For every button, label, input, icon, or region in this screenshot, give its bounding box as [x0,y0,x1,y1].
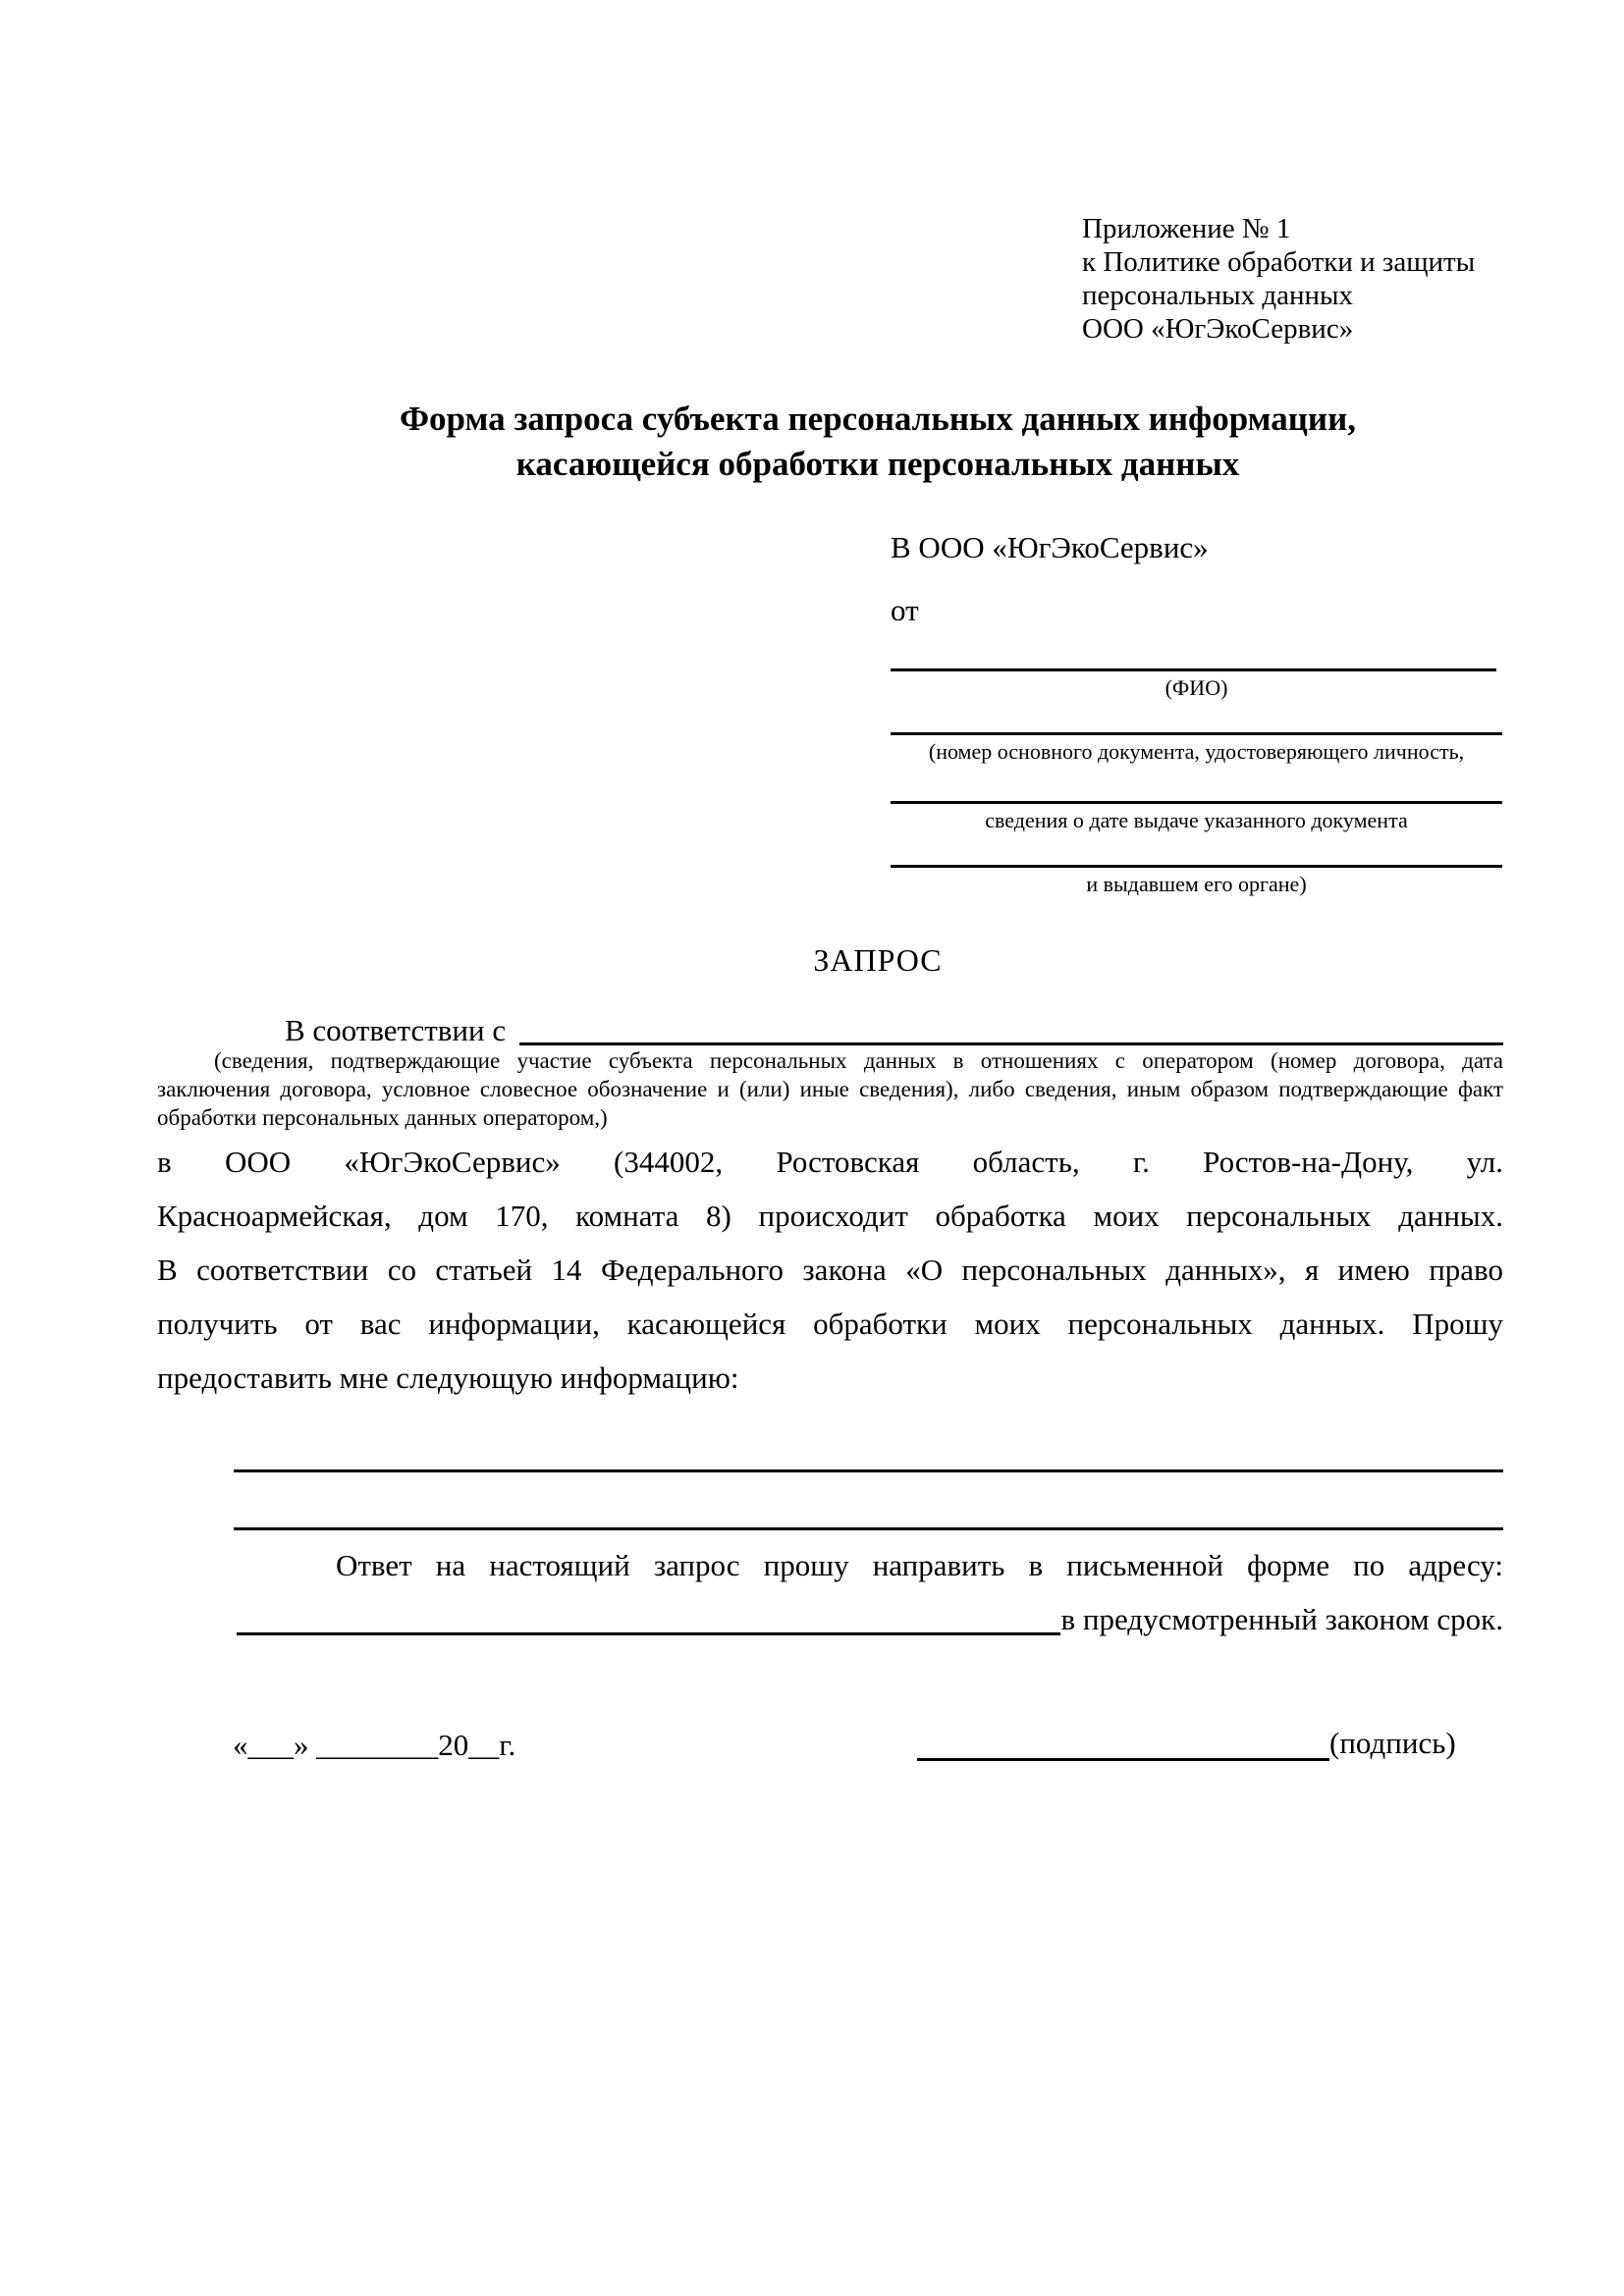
fine-print-line: (сведения, подтверждающие участие субъекта персональных данных в отношениях с оператором (номер договора, дата [214,1048,1503,1073]
address-blank-line [237,1632,1060,1635]
document-title [253,397,1502,487]
fio-caption: (ФИО) [1164,675,1228,700]
signature-row [917,1726,1456,1761]
appendix-header-line: ООО «ЮгЭкоСервис» [1082,313,1354,345]
info-blank-line-1 [234,1469,1503,1472]
signature-caption: (подпись) [1329,1726,1456,1760]
doc-number-caption: (номер основного документа, удостоверяющего личность, [928,739,1465,764]
doc-issuer-caption: и выдавшем его органе) [1086,872,1307,896]
body-line: в ООО «ЮгЭкоСервис» (344002, Ростовская область, г. Ростов-на-Дону, ул. [157,1145,1503,1179]
document-title-line: Форма запроса субъекта персональных данных информации, [399,400,1357,438]
doc-date-blank-line [891,801,1502,804]
request-heading: ЗАПРОС [813,942,943,978]
appendix-header [1082,212,1475,346]
answer-address-row [157,1598,1503,1641]
document-title-line: касающейся обработки персональных данных [515,445,1240,483]
doc-number-blank-line [891,732,1502,735]
recipient-from: от [891,593,919,627]
recipient-to: В ООО «ЮгЭкоСервис» [891,530,1209,564]
signature-blank-line [917,1726,1329,1761]
answer-tail: в предусмотренный законом срок. [1060,1602,1503,1636]
fio-blank-line [891,668,1496,671]
appendix-header-line: персональных данных [1082,280,1354,311]
fine-print [157,1046,1503,1132]
appendix-header-line: к Политике обработки и защиты [1082,246,1476,278]
fine-print-line: обработки персональных данных оператором,) [157,1105,608,1130]
appendix-header-line: Приложение № 1 [1082,213,1291,244]
body-line: предоставить мне следующую информацию: [157,1361,739,1395]
body-line: В соответствии со статьей 14 Федерального закона «О персональных данных», я имею право [157,1253,1503,1287]
body-line: получить от вас информации, касающейся обработки моих персональных данных. Прошу [157,1307,1503,1341]
info-blank-line-2 [234,1527,1503,1530]
answer-line: Ответ на настоящий запрос прошу направить в письменной форме по адресу: [336,1548,1503,1582]
doc-date-caption: сведения о дате выдаче указанного документа [985,808,1408,832]
date-blank: «___» ________20__г. [233,1728,516,1762]
fine-print-line: заключения договора, условное словесное обозначение и (или) иные сведения), либо сведения, иным образом подтверждающие факт [157,1077,1503,1101]
doc-issuer-blank-line [891,865,1502,868]
accordance-lead: В соответствии с [285,1013,507,1047]
body-line: Красноармейская, дом 170, комната 8) происходит обработка моих персональных данных. [157,1199,1503,1233]
body-paragraph [157,1135,1503,1405]
accordance-blank-line [519,1042,1503,1045]
